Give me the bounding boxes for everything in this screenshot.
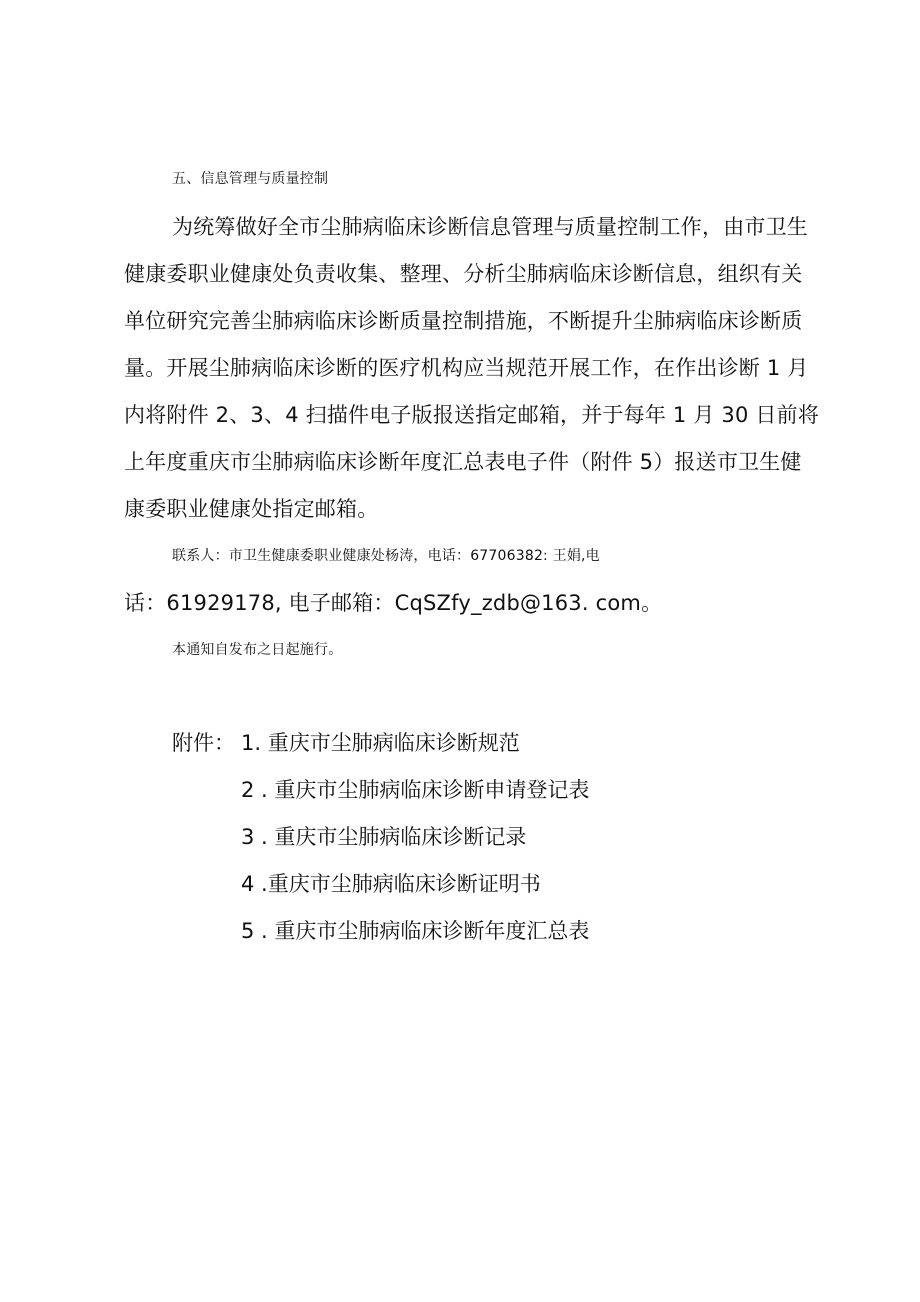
attachment-item-5: 5 . 重庆市尘肺病临床诊断年度汇总表 xyxy=(241,919,590,943)
attachment-item-2: 2 . 重庆市尘肺病临床诊断申请登记表 xyxy=(241,778,590,802)
attachment-item-1: 1. 重庆市尘肺病临床诊断规范 xyxy=(241,731,520,755)
contact-line-1: 联系人：市卫生健康委职业健康处杨涛，电话：67706382: 王娟,电 xyxy=(172,548,600,564)
paragraph1-line-1: 为统筹做好全市尘肺病临床诊断信息管理与质量控制工作，由市卫生 xyxy=(172,215,808,239)
paragraph1-line-5: 内将附件 2、3、4 扫描件电子版报送指定邮箱，并于每年 1 月 30 日前将 xyxy=(124,403,820,427)
attachment-item-3: 3 . 重庆市尘肺病临床诊断记录 xyxy=(241,825,527,849)
attachments-label: 附件： xyxy=(172,731,235,755)
section-heading: 五、信息管理与质量控制 xyxy=(172,171,329,187)
effective-statement: 本通知自发布之日起施行。 xyxy=(172,642,343,658)
paragraph1-line-7: 康委职业健康处指定邮箱。 xyxy=(124,497,379,521)
paragraph1-line-2: 健康委职业健康处负责收集、整理、分析尘肺病临床诊断信息，组织有关 xyxy=(124,262,803,286)
attachment-item-4: 4 .重庆市尘肺病临床诊断证明书 xyxy=(241,872,541,896)
contact-line-2: 话：61929178, 电子邮箱：CqSZfy_zdb@163. com。 xyxy=(124,591,663,615)
paragraph1-line-6: 上年度重庆市尘肺病临床诊断年度汇总表电子件（附件 5）报送市卫生健 xyxy=(124,450,802,474)
paragraph1-line-4: 量。开展尘肺病临床诊断的医疗机构应当规范开展工作，在作出诊断 1 月 xyxy=(124,356,809,380)
paragraph1-line-3: 单位研究完善尘肺病临床诊断质量控制措施，不断提升尘肺病临床诊断质 xyxy=(124,309,803,333)
